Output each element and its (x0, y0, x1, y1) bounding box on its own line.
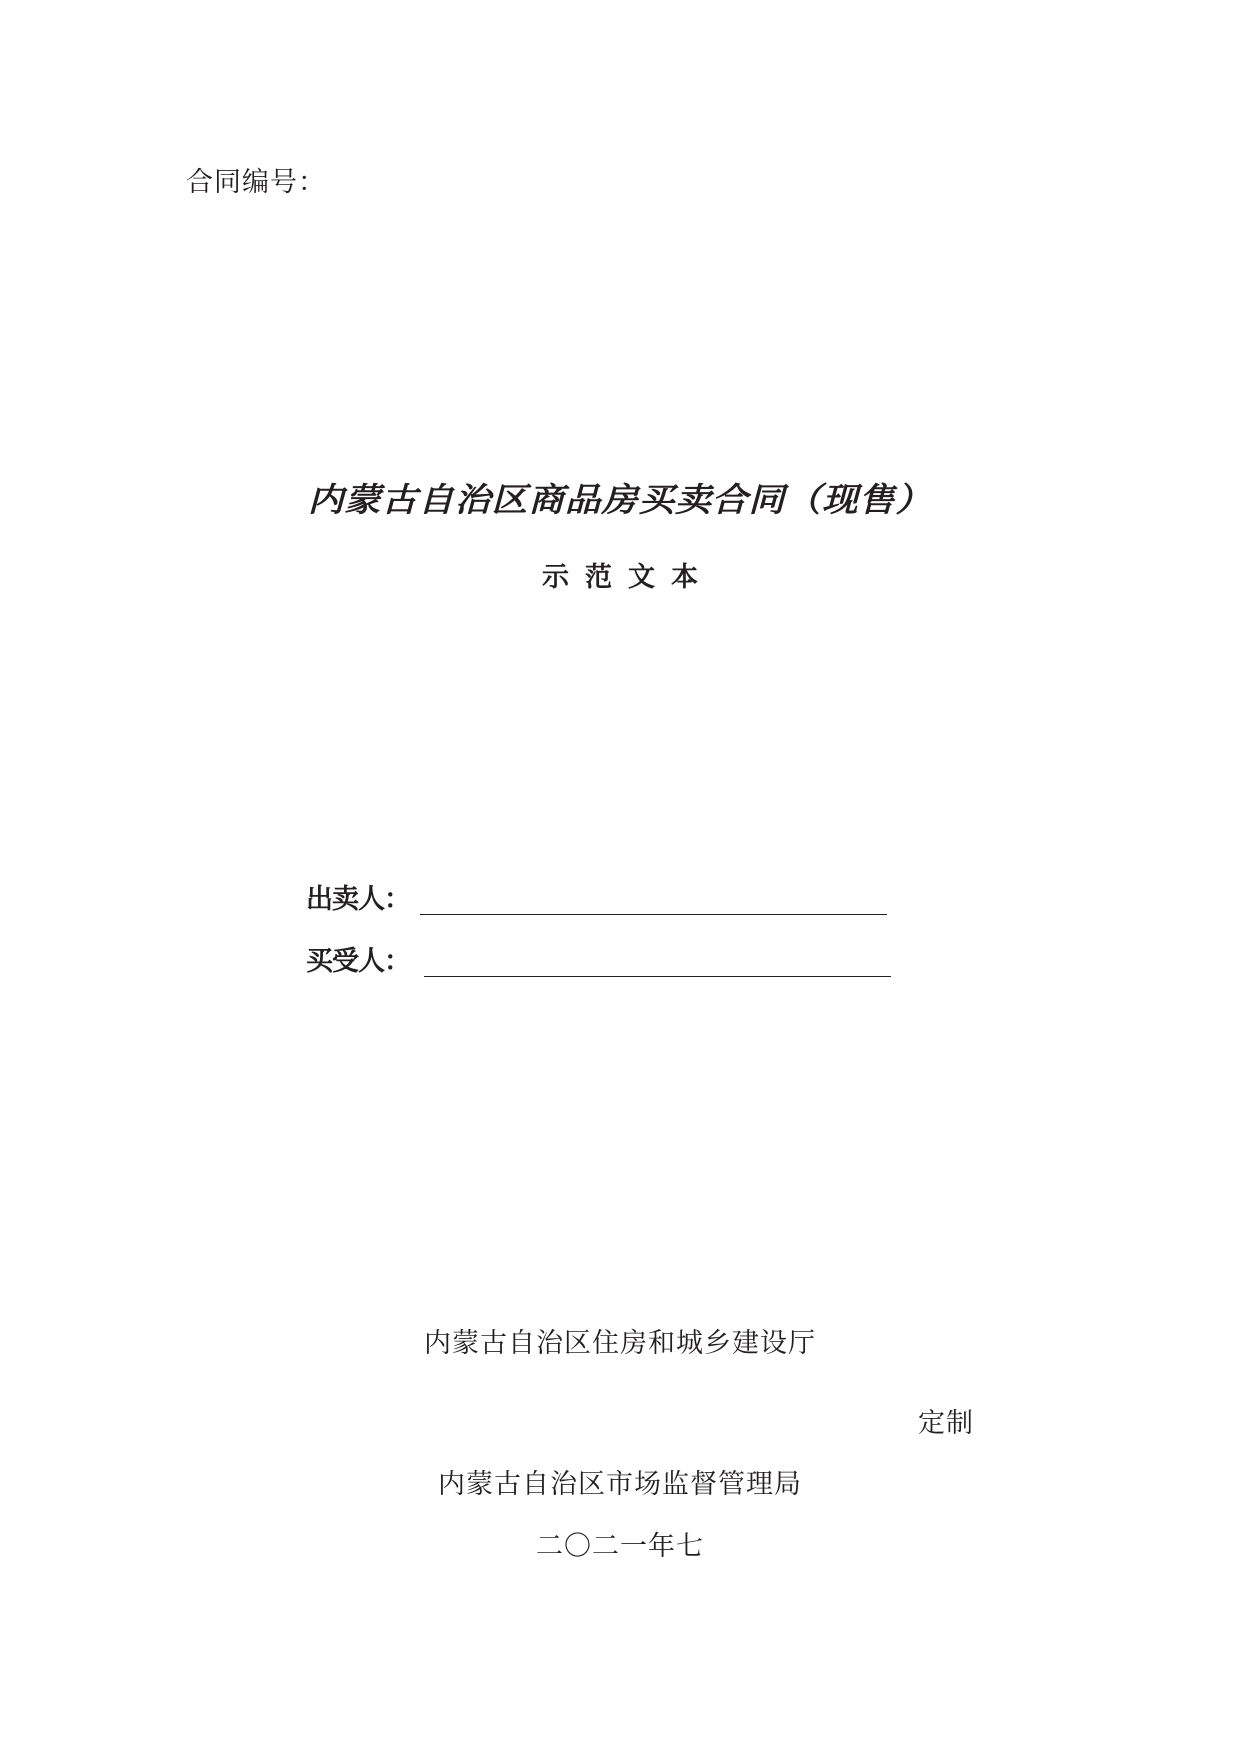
document-title: 内蒙古自治区商品房买卖合同（现售） (307, 480, 933, 519)
buyer-signature-line (424, 976, 891, 977)
document-subtitle: 示范文本 (542, 562, 714, 593)
housing-department-name: 内蒙古自治区住房和城乡建设厅 (424, 1328, 816, 1359)
buyer-row (306, 945, 891, 979)
seller-label: 出卖人： (306, 884, 410, 915)
market-bureau-name: 内蒙古自治区市场监督管理局 (438, 1469, 802, 1500)
buyer-label: 买受人： (306, 946, 410, 977)
seller-row (306, 883, 887, 917)
seller-signature-line (420, 914, 887, 915)
issue-date: 二〇二一年七 (536, 1531, 704, 1562)
contract-number-label: 合同编号： (186, 167, 326, 198)
custom-made-label: 定制 (918, 1408, 974, 1439)
